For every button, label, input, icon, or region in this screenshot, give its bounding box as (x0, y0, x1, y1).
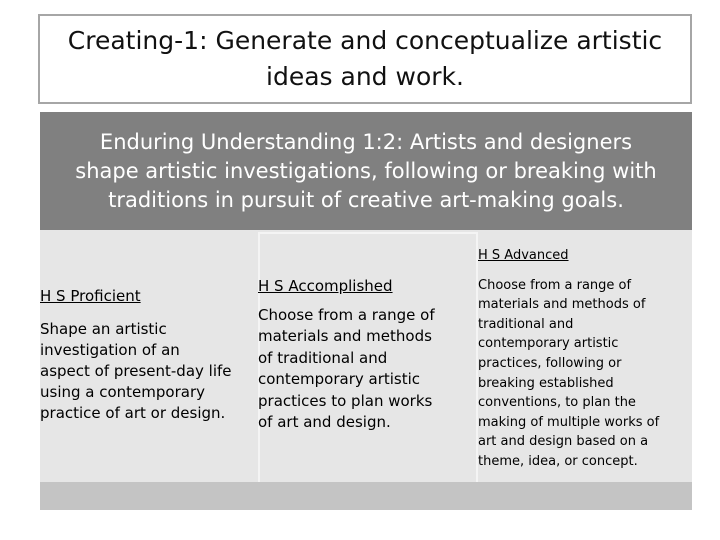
proficient-cell: H S Proficient Shape an artistic investigation of an aspect of present-day life using a contemporary practice of art or design. (40, 286, 258, 424)
advanced-heading: H S Advanced (478, 248, 569, 263)
proficient-heading: H S Proficient (40, 287, 141, 305)
table-footer-bar (40, 482, 692, 510)
accomplished-cell: H S Accomplished Choose from a range of materials and methods of traditional and contemporary artistic practices to plan works of art and design. (258, 276, 478, 434)
enduring-understanding-banner (40, 112, 692, 230)
standard-title-box (38, 14, 692, 104)
standard-title: Creating-1: Generate and conceptualize artistic ideas and work. (67, 26, 663, 91)
enduring-understanding-text: Enduring Understanding 1:2: Artists and designers shape artistic investigations, following or breaking with traditions in pursuit of creative art-making goals. (75, 129, 657, 212)
accomplished-heading: H S Accomplished (258, 277, 393, 295)
advanced-cell: H S Advanced Choose from a range of materials and methods of traditional and contemporary artistic practices, following or breaking established conventions, to plan the making of multiple works of art and design based on a theme, idea, or concept. (478, 246, 692, 472)
